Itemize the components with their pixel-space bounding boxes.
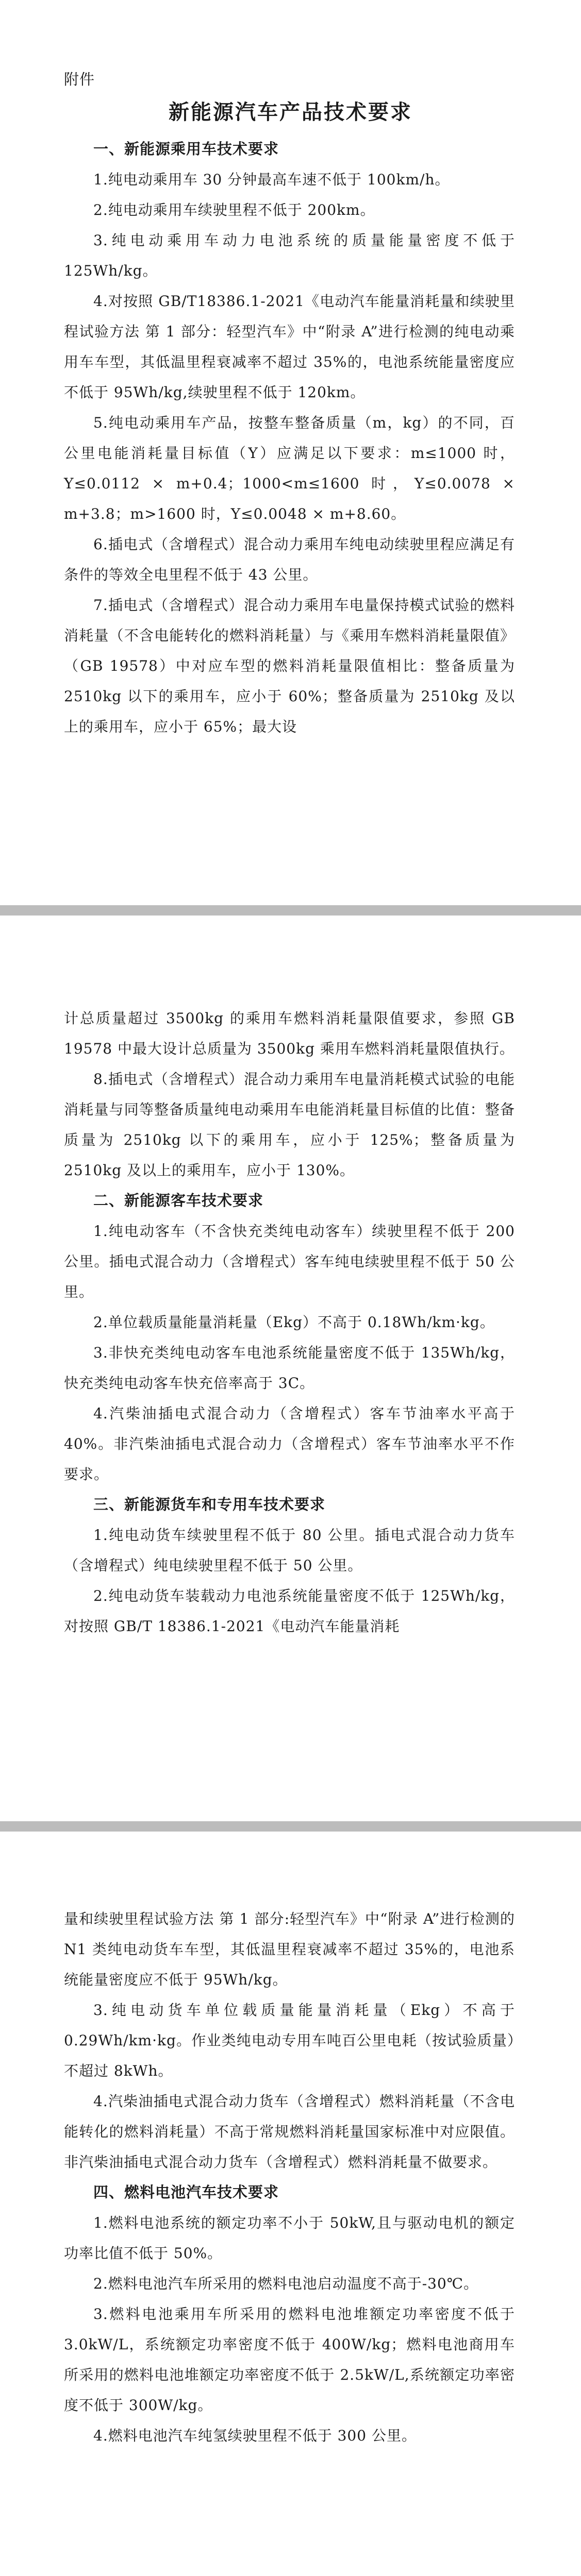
section-1-heading: 一、新能源乘用车技术要求 [93,140,279,158]
passenger-item-2: 2.纯电动乘用车续驶里程不低于 200km。 [93,201,375,218]
page-3-content [64,1904,515,2451]
passenger-item-7: 7.插电式（含增程式）混合动力乘用车电量保持模式试验的燃料消耗量（不含电能转化的燃料消耗量）与《乘用车燃料消耗量限值》（GB 19578）中对应车型的燃料消耗量限值相比：整备质量为 2510kg 以下的乘用车，应小于 60%；整备质量为 2510kg 及以上的乘用车，应小于 65%；最大设 [64,597,515,735]
truck-item-4: 4.汽柴油插电式混合动力货车（含增程式）燃料消耗量（不含电能转化的燃料消耗量）不高于常规燃料消耗量国家标准中对应限值。非汽柴油插电式混合动力货车（含增程式）燃料消耗量不做要求。 [64,2093,515,2171]
fuel-cell-item-4: 4.燃料电池汽车纯氢续驶里程不低于 300 公里。 [93,2427,417,2444]
section-2-heading: 二、新能源客车技术要求 [93,1192,264,1209]
fuel-cell-item-3: 3.燃料电池乘用车所采用的燃料电池堆额定功率密度不低于 3.0kW/L，系统额定功率密度不低于 400W/kg；燃料电池商用车所采用的燃料电池堆额定功率密度不低于 2.5kW/L,系统额定功率密度不低于 300W/kg。 [64,2306,515,2414]
bus-item-1: 1.纯电动客车（不含快充类纯电动客车）续驶里程不低于 200 公里。插电式混合动力（含增程式）客车纯电续驶里程不低于 50 公里。 [64,1223,515,1300]
passenger-item-8: 8.插电式（含增程式）混合动力乘用车电量消耗模式试验的电能消耗量与同等整备质量纯电动乘用车电能消耗量目标值的比值：整备质量为 2510kg 以下的乘用车，应小于 125%；整备质量为 2510kg 及以上的乘用车，应小于 130%。 [64,1071,515,1179]
bus-item-4: 4.汽柴油插电式混合动力（含增程式）客车节油率水平高于 40%。非汽柴油插电式混合动力（含增程式）客车节油率水平不作要求。 [64,1405,515,1483]
truck-item-3: 3.纯电动货车单位载质量能量消耗量（Ekg）不高于 0.29Wh/km·kg。作业类纯电动专用车吨百公里电耗（按试验质量）不超过 8kWh。 [64,2002,515,2079]
truck-item-2-continued: 量和续驶里程试验方法 第 1 部分:轻型汽车》中“附录 A”进行检测的 N1 类纯电动货车车型，其低温里程衰减率不超过 35%的，电池系统能量密度应不低于 95Wh/kg。 [64,1910,515,1988]
passenger-item-3: 3.纯电动乘用车动力电池系统的质量能量密度不低于 125Wh/kg。 [64,232,515,279]
passenger-item-6: 6.插电式（含增程式）混合动力乘用车纯电动续驶里程应满足有条件的等效全电里程不低于 43 公里。 [64,536,515,583]
section-4-heading: 四、燃料电池汽车技术要求 [93,2183,279,2201]
bus-item-3: 3.非快充类纯电动客车电池系统能量密度不低于 135Wh/kg，快充类纯电动客车快充倍率高于 3C。 [64,1344,515,1392]
page-divider [0,905,581,916]
passenger-item-5: 5.纯电动乘用车产品，按整车整备质量（m，kg）的不同，百公里电能消耗量目标值（Y）应满足以下要求：m≤1000 时，Y≤0.0112 × m+0.4；1000<m≤1600 时，Y≤0.0078 × m+3.8；m>1600 时，Y≤0.0048 × m+8.60。 [64,414,515,522]
document-page-3 [0,1832,581,2576]
attachment-label: 附件 [64,71,95,88]
bus-item-2: 2.单位载质量能量消耗量（Ekg）不高于 0.18Wh/km·kg。 [93,1314,495,1331]
truck-item-2: 2.纯电动货车装载动力电池系统能量密度不低于 125Wh/kg，对按照 GB/T 18386.1-2021《电动汽车能量消耗 [64,1587,515,1635]
passenger-item-7-continued: 计总质量超过 3500kg 的乘用车燃料消耗量限值要求，参照 GB 19578 中最大设计总质量为 3500kg 乘用车燃料消耗量限值执行。 [64,1010,515,1057]
document-page-2 [0,916,581,1821]
passenger-item-4: 4.对按照 GB/T18386.1-2021《电动汽车能量消耗量和续驶里程试验方法 第 1 部分：轻型汽车》中“附录 A”进行检测的纯电动乘用车车型，其低温里程衰减率不超过 35%的，电池系统能量密度应不低于 95Wh/kg,续驶里程不低于 120km。 [64,293,515,401]
document-title: 新能源汽车产品技术要求 [169,100,412,124]
fuel-cell-item-1: 1.燃料电池系统的额定功率不小于 50kW,且与驱动电机的额定功率比值不低于 50%。 [64,2214,515,2262]
page-2-content [64,1003,515,1641]
passenger-item-1: 1.纯电动乘用车 30 分钟最高车速不低于 100km/h。 [93,171,450,188]
document-page-1 [0,0,581,905]
section-3-heading: 三、新能源货车和专用车技术要求 [93,1496,326,1513]
page-divider [0,1821,581,1832]
page-1-content [64,134,515,742]
truck-item-1: 1.纯电动货车续驶里程不低于 80 公里。插电式混合动力货车（含增程式）纯电续驶里程不低于 50 公里。 [64,1527,515,1574]
fuel-cell-item-2: 2.燃料电池汽车所采用的燃料电池启动温度不高于-30℃。 [93,2275,479,2292]
